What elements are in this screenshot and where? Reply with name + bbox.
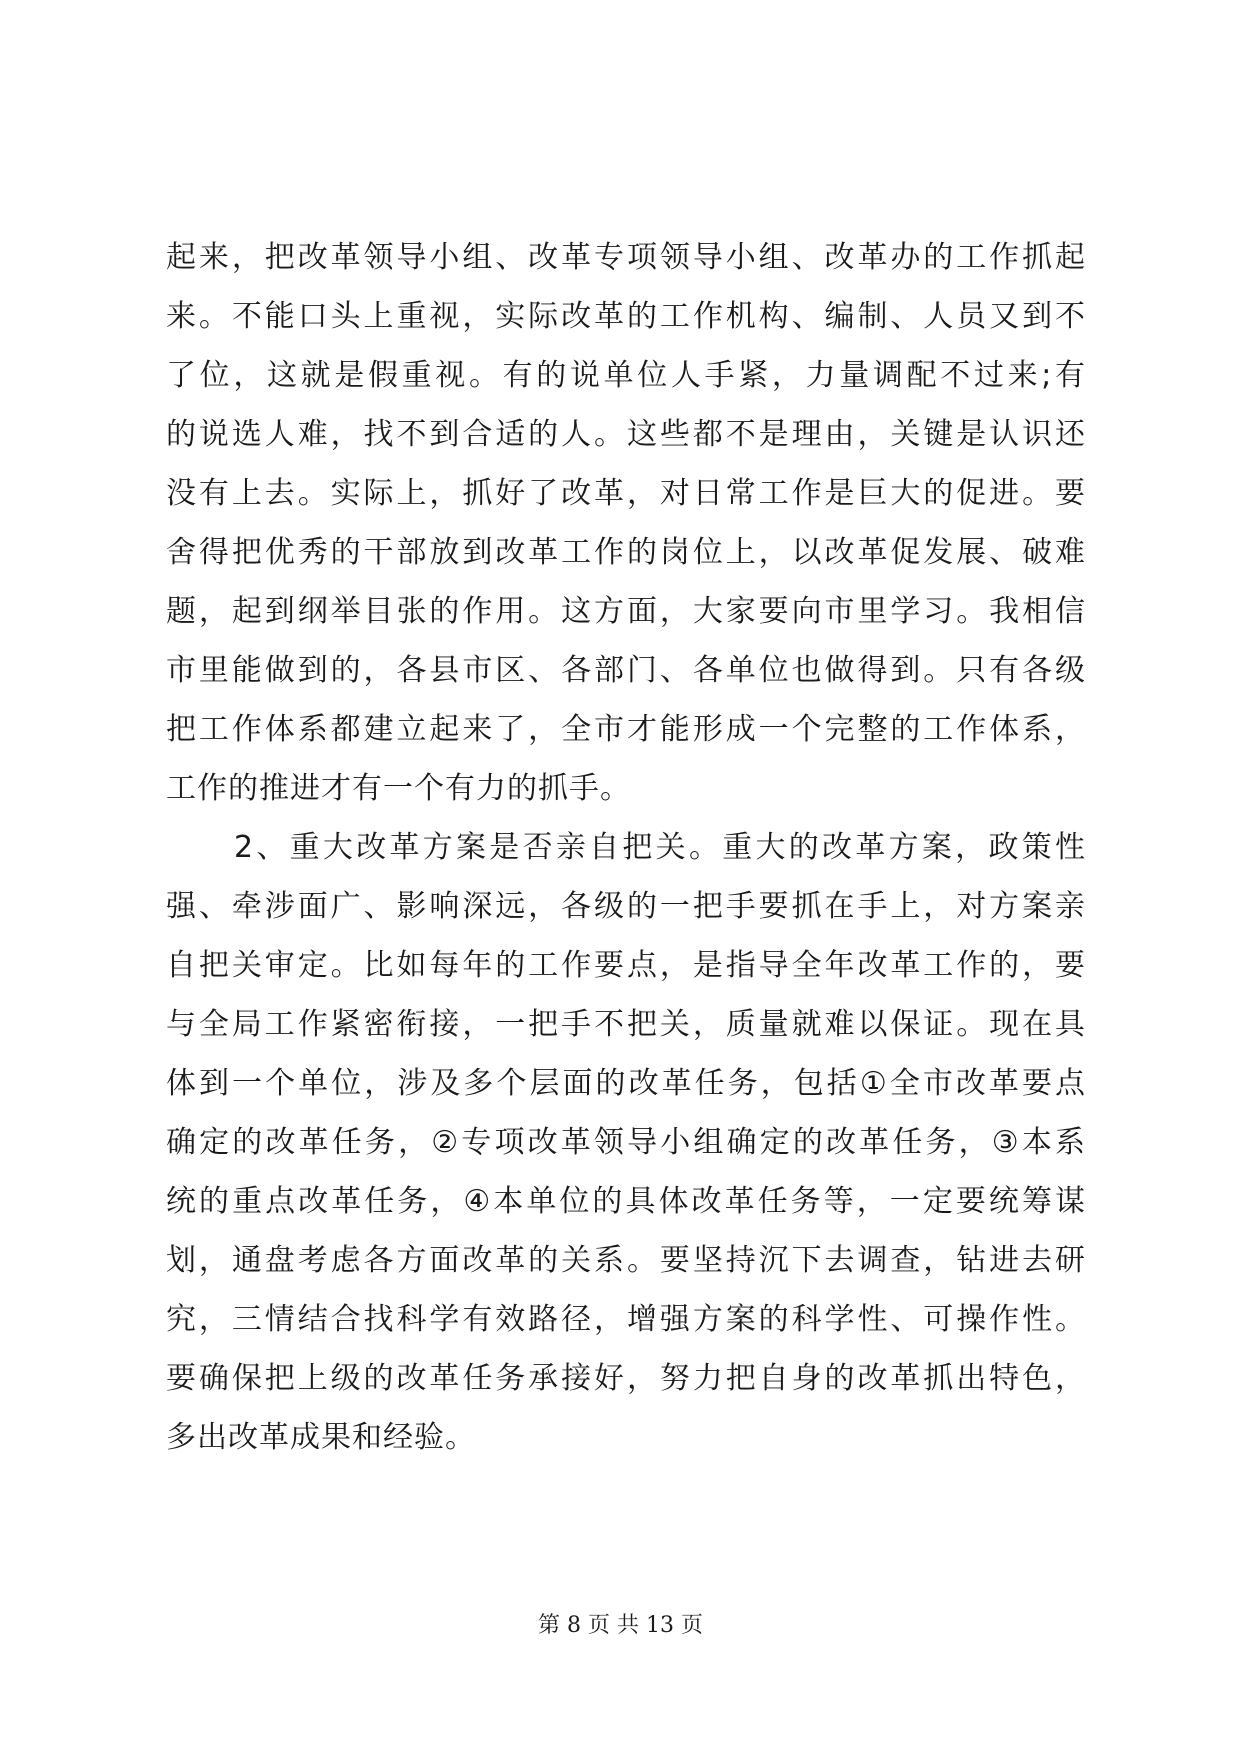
text-line: 没有上去。实际上，抓好了改革，对日常工作是巨大的促进。要 [166,476,1086,511]
text-line: 划，通盘考虑各方面改革的关系。要坚持沉下去调查，钻进去研 [166,1243,1086,1278]
paragraph-1 [166,228,1086,818]
text-line: 体到一个单位，涉及多个层面的改革任务，包括①全市改革要点 [166,1066,1086,1101]
document-body [166,228,1086,1467]
paragraph-2 [166,818,1086,1467]
text-line: 市里能做到的，各县市区、各部门、各单位也做得到。只有各级 [166,653,1086,688]
text-line: 的说选人难，找不到合适的人。这些都不是理由，关键是认识还 [166,417,1086,452]
text-line: 题，起到纲举目张的作用。这方面，大家要向市里学习。我相信 [166,594,1086,629]
text-line: 统的重点改革任务，④本单位的具体改革任务等，一定要统筹谋 [166,1184,1086,1219]
text-line: 自把关审定。比如每年的工作要点，是指导全年改革工作的，要 [166,948,1086,983]
text-line: 强、牵涉面广、影响深远，各级的一把手要抓在手上，对方案亲 [166,889,1086,924]
text-line: 究，三情结合找科学有效路径，增强方案的科学性、可操作性。 [166,1302,1086,1337]
text-line: 确定的改革任务，②专项改革领导小组确定的改革任务，③本系 [166,1125,1086,1160]
text-line: 要确保把上级的改革任务承接好，努力把自身的改革抓出特色， [166,1361,1086,1396]
text-line: 了位，这就是假重视。有的说单位人手紧，力量调配不过来;有 [166,358,1086,393]
page-number-footer: 第 8 页 共 13 页 [538,1613,703,1638]
text-line: 工作的推进才有一个有力的抓手。 [166,771,631,806]
text-line: 2、重大改革方案是否亲自把关。重大的改革方案，政策性 [234,830,1086,865]
text-line: 把工作体系都建立起来了，全市才能形成一个完整的工作体系， [166,712,1086,747]
text-line: 与全局工作紧密衔接，一把手不把关，质量就难以保证。现在具 [166,1007,1086,1042]
text-line: 来。不能口头上重视，实际改革的工作机构、编制、人员又到不 [166,299,1086,334]
text-line: 多出改革成果和经验。 [166,1420,476,1455]
text-line: 舍得把优秀的干部放到改革工作的岗位上，以改革促发展、破难 [166,535,1086,570]
text-line: 起来，把改革领导小组、改革专项领导小组、改革办的工作抓起 [166,240,1086,275]
